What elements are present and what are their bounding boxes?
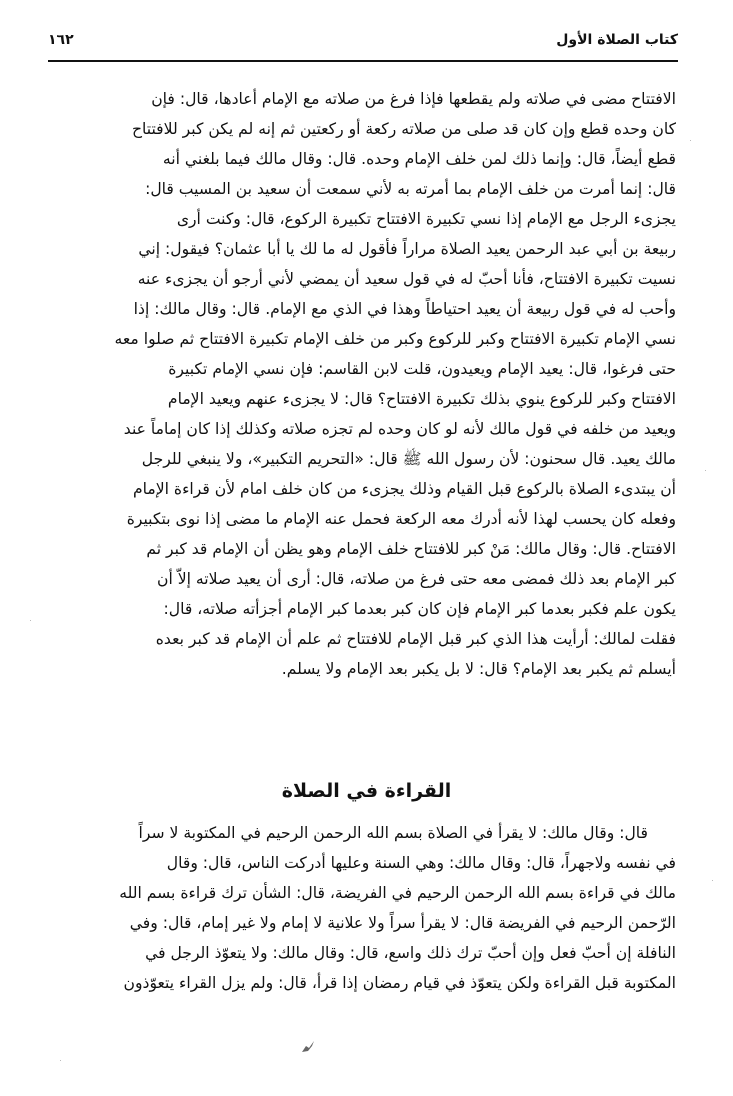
text-line: في نفسه ولاجهراً، قال: وقال مالك: وهي السنة وعليها أدركت الناس، قال: وقال: [166, 854, 676, 872]
text-line: يجزىء الرجل مع الإمام إذا نسي تكبيرة الافتتاح تكبيرة الركوع، قال: وكنت أرى: [176, 210, 676, 228]
running-header: [48, 30, 678, 56]
text-line: فقلت لمالك: أرأيت هذا الذي كبر قبل الإمام للافتتاح ثم علم أن الإمام قد كبر بعده: [155, 630, 676, 648]
scan-speck: [705, 470, 706, 471]
text-line: يكون علم فكبر بعدما كبر الإمام فإن كان كبر بعدما كبر الإمام أجزأته صلاته، قال:: [163, 600, 676, 618]
chapter-title: كتاب الصلاة الأول: [556, 32, 678, 48]
text-line: قطع أيضاً، قال: وإنما ذلك لمن خلف الإمام وحده. قال: وقال مالك فيما بلغني أنه: [162, 150, 676, 168]
scan-speck: [60, 1060, 61, 1061]
scan-speck: [690, 140, 691, 141]
page-number: ١٦٢: [48, 32, 74, 48]
text-line: وأحب له في قول ربيعة أن يعيد احتياطاً وهذا في الذي مع الإمام. قال: وقال مالك: إذا: [133, 300, 676, 318]
text-line: المكتوبة قبل القراءة ولكن يتعوّذ في قيام رمضان إذا قرأ، قال: ولم يزل القراء يتعوّذون: [123, 974, 676, 992]
text-line: الافتتاح. قال: وقال مالك: مَنْ كبر للافتتاح خلف الإمام وهو يظن أن الإمام قد كبر ثم: [146, 540, 676, 558]
text-line: الافتتاح مضى في صلاته ولم يقطعها فإذا فرغ من صلاته مع الإمام أعادها، قال: فإن: [151, 90, 676, 108]
text-line: ربيعة بن أبي عبد الرحمن يعيد الصلاة مراراً فأقول له ما لك يا أبا عثمان؟ فيقول: إني: [138, 240, 676, 258]
text-line: مالك في قراءة بسم الله الرحمن الرحيم في الفريضة، قال: الشأن ترك قراءة بسم الله: [119, 884, 676, 902]
text-line: النافلة إن أحبّ فعل وإن أحبّ ترك ذلك واسع، قال: وقال مالك: ولا يتعوّذ الرجل في: [145, 944, 676, 962]
text-line: الافتتاح وكبر للركوع ينوي بذلك تكبيرة الافتتاح؟ قال: لا يجزىء عنهم ويعيد الإمام: [167, 390, 676, 408]
text-line: وفعله كان يحسب لهذا لأنه أدرك معه الركعة فحمل عنه الإمام ما مضى إذا نوى بتكبيرة: [126, 510, 676, 528]
text-line: كان وحده قطع وإن كان قد صلى من صلاته ركعة أو ركعتين ثم إنه لم يكن كبر للافتتاح: [131, 120, 676, 138]
text-line: مالك يعيد. قال سحنون: لأن رسول الله ﷺ قال: «التحريم التكبير»، ولا ينبغي للرجل: [141, 450, 676, 468]
text-line: ويعيد من خلفه في قول مالك لأنه لو كان وحده لم تجزه صلاته وكذلك إذا كان إماماً عند: [123, 420, 676, 438]
text-line: قال: إنما أمرت من خلف الإمام بما أمرته به لأني سمعت أن سعيد بن المسيب قال:: [145, 180, 676, 198]
text-line: نسي الإمام تكبيرة الافتتاح وكبر للركوع وكبر من خلف الإمام تكبيرة الافتتاح ثم صلوا معه: [114, 330, 676, 348]
scan-mark-icon: [300, 1040, 316, 1054]
text-line: الرّحمن الرحيم في الفريضة قال: لا يقرأ سراً ولا علانية لا إمام ولا غير إمام، قال: وفي: [129, 914, 676, 932]
text-line: كبر الإمام بعد ذلك فمضى معه حتى فرغ من صلاته، قال: أرى أن يعيد صلاته إلاّ أن: [157, 570, 676, 588]
text-line: أن يبتدىء الصلاة بالركوع قبل القيام وذلك يجزىء من كان خلف امام لأن قراءة الإمام: [132, 480, 676, 498]
paragraph-1: [58, 84, 676, 684]
scan-speck: [30, 620, 31, 621]
section-heading: القراءة في الصلاة: [281, 780, 452, 802]
scan-speck: [712, 880, 713, 881]
paragraph-2: [58, 818, 676, 998]
text-line: قال: وقال مالك: لا يقرأ في الصلاة بسم الله الرحمن الرحيم في المكتوبة لا سراً: [138, 824, 648, 842]
text-line: حتى فرغوا، قال: يعيد الإمام ويعيدون، قلت لابن القاسم: فإن نسي الإمام تكبيرة: [168, 360, 676, 378]
header-divider: [48, 60, 678, 62]
text-line: أيسلم ثم يكبر بعد الإمام؟ قال: لا بل يكبر بعد الإمام ولا يسلم.: [281, 660, 676, 678]
text-line: نسيت تكبيرة الافتتاح، فأنا أحبّ له في قول سعيد أن يمضي لأني أرجو أن يجزىء عنه: [137, 270, 676, 288]
